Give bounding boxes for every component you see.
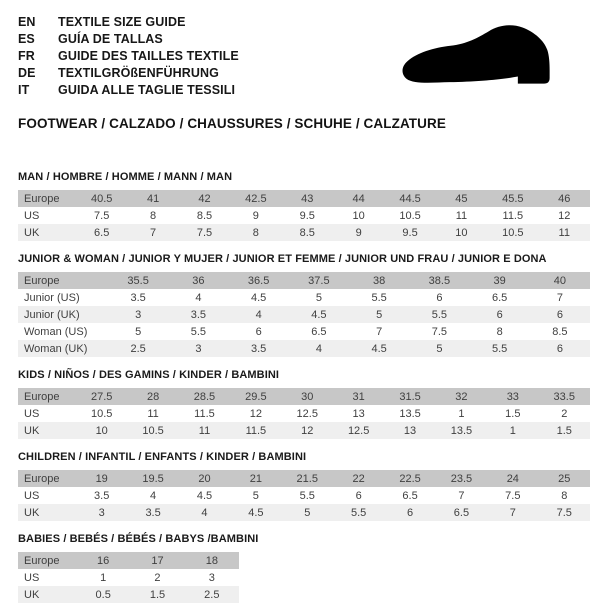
size-value: 12.5 [296, 407, 318, 420]
size-value: 3 [208, 571, 215, 584]
size-value: 11.5 [230, 422, 281, 439]
size-value: 9 [252, 209, 259, 222]
size-value: 1.5 [505, 407, 521, 420]
language-label: GUÍA DE TALLAS [58, 32, 163, 46]
size-value: 38 [349, 272, 409, 289]
size-value: 4.5 [250, 291, 267, 304]
size-value: 0.5 [76, 586, 130, 603]
size-value: 10.5 [487, 224, 538, 241]
size-value: 7 [127, 224, 178, 241]
size-value: 9 [333, 224, 384, 241]
size-value: 7.5 [94, 209, 110, 222]
size-table-section [18, 253, 590, 357]
size-value: 2.5 [185, 586, 239, 603]
size-value: 12 [249, 407, 262, 420]
dress-shoe-icon [396, 20, 578, 106]
size-value: 8 [150, 209, 157, 222]
row-label: Junior (US) [24, 291, 80, 304]
size-value: 21.5 [282, 470, 333, 487]
size-value: 7 [458, 489, 465, 502]
size-value: 6 [255, 325, 262, 338]
size-value: 42 [179, 190, 230, 207]
table-title: BABIES / BEBÉS / BÉBÉS / BABYS /BAMBINI [18, 533, 259, 545]
size-value: 45 [436, 190, 487, 207]
size-table [18, 190, 590, 241]
size-value: 2.5 [108, 340, 168, 357]
table-row [18, 224, 590, 241]
size-value: 3.5 [168, 306, 228, 323]
table-title: KIDS / NIÑOS / DES GAMINS / KINDER / BAMBINI [18, 369, 280, 381]
size-value: 6 [384, 504, 435, 521]
size-value: 13 [352, 407, 365, 420]
table-row [18, 207, 590, 224]
size-value: 11.5 [194, 407, 215, 420]
size-value: 8.5 [552, 325, 568, 338]
size-value: 4 [289, 340, 349, 357]
size-value: 3.5 [94, 489, 110, 502]
size-value: 5.5 [409, 306, 469, 323]
size-value: 3.5 [127, 504, 178, 521]
size-value: 23.5 [436, 470, 487, 487]
row-label: Europe [18, 272, 108, 289]
table-title: CHILDREN / INFANTIL / ENFANTS / KINDER / BAMBINI [18, 451, 307, 463]
size-value: 36 [168, 272, 228, 289]
size-value: 5.5 [371, 291, 387, 304]
size-value: 12 [558, 209, 571, 222]
size-table [18, 470, 590, 521]
size-value: 18 [185, 552, 239, 569]
size-value: 5 [252, 489, 259, 502]
table-row [18, 422, 590, 439]
row-label: UK [18, 422, 76, 439]
size-value: 3 [108, 306, 168, 323]
size-value: 1 [100, 571, 107, 584]
size-value: 5 [409, 340, 469, 357]
size-value: 28 [127, 388, 178, 405]
size-value: 5 [315, 291, 322, 304]
size-value: 12.5 [333, 422, 384, 439]
size-value: 7 [376, 325, 383, 338]
size-value: 6 [530, 306, 590, 323]
size-value: 6.5 [311, 325, 327, 338]
language-code: IT [18, 83, 30, 97]
size-value: 28.5 [179, 388, 230, 405]
language-label: GUIDE DES TAILLES TEXTILE [58, 49, 239, 63]
size-value: 8 [561, 489, 568, 502]
size-value: 41 [127, 190, 178, 207]
size-value: 7.5 [431, 325, 448, 338]
table-row [18, 586, 239, 603]
category-title: FOOTWEAR / CALZADO / CHAUSSURES / SCHUHE / CALZATURE [18, 116, 446, 131]
size-table-section [18, 171, 590, 241]
size-value: 4.5 [349, 340, 409, 357]
size-table [18, 272, 590, 357]
size-value: 4.5 [289, 306, 349, 323]
size-value: 2 [561, 407, 568, 420]
table-row [18, 569, 239, 586]
table-row [18, 289, 590, 306]
language-code: FR [18, 49, 35, 63]
shoe-silhouette [403, 25, 550, 83]
size-value: 22 [333, 470, 384, 487]
size-value: 29.5 [230, 388, 281, 405]
table-row [18, 306, 590, 323]
table-row [18, 470, 590, 487]
size-value: 6.5 [402, 489, 418, 502]
size-value: 5.5 [470, 340, 530, 357]
size-table-section [18, 369, 590, 439]
size-value: 11 [147, 407, 159, 420]
row-label: US [24, 489, 40, 502]
size-table [18, 388, 590, 439]
row-label: Woman (US) [24, 325, 88, 338]
size-value: 7 [556, 291, 563, 304]
table-row [18, 272, 590, 289]
size-value: 1 [487, 422, 538, 439]
language-code: ES [18, 32, 35, 46]
size-value: 11.5 [502, 209, 524, 222]
row-label: US [24, 571, 40, 584]
size-value: 33 [487, 388, 538, 405]
row-label: UK [18, 504, 76, 521]
size-value: 24 [487, 470, 538, 487]
row-label: UK [18, 224, 76, 241]
size-value: 39 [470, 272, 530, 289]
size-value: 4 [229, 306, 289, 323]
row-label: US [24, 209, 40, 222]
size-value: 3.5 [229, 340, 289, 357]
size-value: 12 [282, 422, 333, 439]
size-value: 17 [130, 552, 184, 569]
size-value: 30 [282, 388, 333, 405]
size-value: 1.5 [130, 586, 184, 603]
size-value: 5 [135, 325, 142, 338]
size-value: 8 [230, 224, 281, 241]
size-value: 21 [230, 470, 281, 487]
size-value: 11 [455, 209, 468, 222]
size-value: 9.5 [299, 209, 315, 222]
size-value: 10 [76, 422, 127, 439]
size-value: 2 [154, 571, 161, 584]
table-row [18, 388, 590, 405]
size-value: 13.5 [399, 407, 421, 420]
size-value: 42.5 [230, 190, 281, 207]
size-value: 43 [282, 190, 333, 207]
size-value: 5.5 [299, 489, 315, 502]
row-label: Europe [18, 190, 76, 207]
size-value: 13.5 [436, 422, 487, 439]
table-row [18, 323, 590, 340]
size-value: 8.5 [282, 224, 333, 241]
row-label: US [24, 407, 40, 420]
size-value: 40 [530, 272, 590, 289]
table-row [18, 190, 590, 207]
size-value: 10 [352, 209, 365, 222]
size-value: 6 [470, 306, 530, 323]
size-value: 13 [384, 422, 435, 439]
size-value: 5.5 [190, 325, 207, 338]
size-value: 10.5 [399, 209, 421, 222]
size-value: 44 [333, 190, 384, 207]
size-value: 46 [539, 190, 590, 207]
size-value: 1.5 [539, 422, 590, 439]
size-value: 4 [195, 291, 202, 304]
size-value: 5.5 [333, 504, 384, 521]
size-value: 36.5 [229, 272, 289, 289]
table-row [18, 504, 590, 521]
size-value: 7.5 [539, 504, 590, 521]
language-label: TEXTILE SIZE GUIDE [58, 15, 186, 29]
row-label: Europe [18, 388, 76, 405]
size-value: 38.5 [409, 272, 469, 289]
size-value: 4.5 [196, 489, 213, 502]
language-label: TEXTILGRÖßENFÜHRUNG [58, 66, 219, 80]
size-value: 10.5 [90, 407, 113, 420]
size-table-section [18, 451, 590, 521]
size-value: 8.5 [196, 209, 213, 222]
size-table [18, 552, 239, 603]
size-value: 3 [168, 340, 228, 357]
size-value: 11 [179, 422, 230, 439]
size-value: 6.5 [76, 224, 127, 241]
size-value: 1 [458, 407, 465, 420]
table-title: MAN / HOMBRE / HOMME / MANN / MAN [18, 171, 233, 183]
size-value: 8 [496, 325, 503, 338]
table-title: JUNIOR & WOMAN / JUNIOR Y MUJER / JUNIOR ET FEMME / JUNIOR UND FRAU / JUNIOR E DONA [18, 253, 547, 265]
table-row [18, 487, 590, 504]
size-tables [18, 171, 590, 603]
size-value: 40.5 [76, 190, 127, 207]
size-value: 5 [349, 306, 409, 323]
size-value: 16 [76, 552, 130, 569]
size-value: 4.5 [230, 504, 281, 521]
size-value: 25 [539, 470, 590, 487]
size-value: 10 [436, 224, 487, 241]
size-value: 31 [333, 388, 384, 405]
size-value: 32 [436, 388, 487, 405]
size-value: 11 [539, 224, 590, 241]
size-value: 10.5 [127, 422, 178, 439]
size-value: 7.5 [179, 224, 230, 241]
size-value: 9.5 [384, 224, 435, 241]
size-value: 37.5 [289, 272, 349, 289]
language-code: DE [18, 66, 36, 80]
size-value: 35.5 [108, 272, 168, 289]
size-value: 7 [487, 504, 538, 521]
size-value: 6 [436, 291, 443, 304]
size-value: 3 [76, 504, 127, 521]
table-row [18, 552, 239, 569]
size-value: 19.5 [127, 470, 178, 487]
size-value: 19 [76, 470, 127, 487]
size-value: 6 [355, 489, 362, 502]
row-label: Junior (UK) [18, 306, 108, 323]
size-value: 4 [150, 489, 157, 502]
size-value: 44.5 [384, 190, 435, 207]
language-code: EN [18, 15, 36, 29]
size-value: 22.5 [384, 470, 435, 487]
size-value: 5 [282, 504, 333, 521]
size-value: 33.5 [539, 388, 590, 405]
size-value: 6.5 [491, 291, 508, 304]
row-label: Woman (UK) [18, 340, 108, 357]
size-value: 27.5 [76, 388, 127, 405]
row-label: UK [18, 586, 76, 603]
size-value: 7.5 [505, 489, 521, 502]
size-value: 20 [179, 470, 230, 487]
row-label: Europe [18, 552, 76, 569]
size-value: 4 [179, 504, 230, 521]
language-label: GUIDA ALLE TAGLIE TESSILI [58, 83, 236, 97]
size-value: 6 [530, 340, 590, 357]
row-label: Europe [18, 470, 76, 487]
table-row [18, 405, 590, 422]
size-value: 45.5 [487, 190, 538, 207]
size-table-section [18, 533, 590, 603]
size-value: 3.5 [130, 291, 146, 304]
size-value: 6.5 [436, 504, 487, 521]
table-row [18, 340, 590, 357]
size-value: 31.5 [384, 388, 435, 405]
